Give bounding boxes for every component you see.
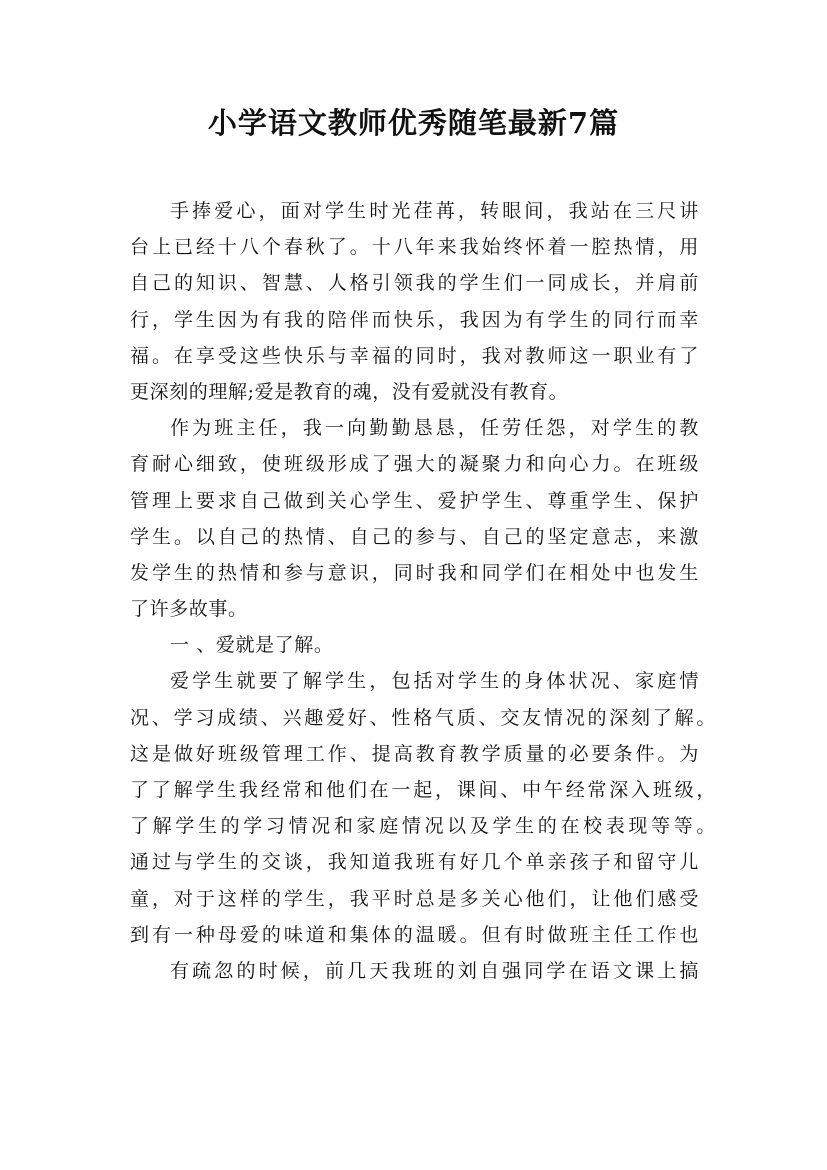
body-text-line: 到有一种母爱的味道和集体的温暖。但有时做班主任工作也	[130, 923, 699, 946]
body-text-line: 童，对于这样的学生，我平时总是多关心他们，让他们感受	[130, 887, 699, 910]
body-text-line: 手捧爱心，面对学生时光荏苒，转眼间，我站在三尺讲	[170, 200, 699, 222]
body-text-line: 爱学生就要了解学生，包括对学生的身体状况、家庭情	[170, 670, 699, 693]
body-text-line: 了解学生的学习情况和家庭情况以及学生的在校表现等等。	[130, 815, 716, 838]
body-text-line: 育耐心细致，使班级形成了强大的凝聚力和向心力。在班级	[130, 453, 699, 476]
body-text-line: 自己的知识、智慧、人格引领我的学生们一同成长，并肩前	[130, 272, 699, 295]
body-text-line: 作为班主任，我一向勤勤恳恳，任劳任怨，对学生的教	[170, 417, 699, 440]
body-text-line: 发学生的热情和参与意识，同时我和同学们在相处中也发生	[130, 561, 699, 584]
body-text-line: 了了解学生我经常和他们在一起，课间、中午经常深入班级，	[130, 779, 716, 801]
body-text-line: 学生。以自己的热情、自己的参与、自己的坚定意志，来激	[130, 525, 699, 548]
body-text-line: 管理上要求自己做到关心学生、爱护学生、尊重学生、保护	[130, 489, 699, 512]
body-text-line: 更深刻的理解;爱是教育的魂，没有爱就没有教育。	[130, 380, 569, 403]
body-text-line: 这是做好班级管理工作、提高教育教学质量的必要条件。为	[130, 742, 699, 765]
body-text-line: 况、学习成绩、兴趣爱好、性格气质、交友情况的深刻了解。	[130, 706, 716, 729]
body-text-line: 台上已经十八个春秋了。十八年来我始终怀着一腔热情，用	[130, 236, 699, 259]
document-title: 小学语文教师优秀随笔最新7篇	[207, 106, 620, 140]
body-text-line: 福。在享受这些快乐与幸福的同时，我对教师这一职业有了	[130, 344, 699, 367]
body-text-line: 通过与学生的交谈，我知道我班有好几个单亲孩子和留守儿	[130, 851, 699, 874]
body-text-line: 行，学生因为有我的陪伴而快乐，我因为有学生的同行而幸	[130, 308, 699, 331]
document-body	[0, 193, 827, 989]
body-text-line: 了许多故事。	[130, 598, 248, 621]
body-text-line: 有疏忽的时候，前几天我班的刘自强同学在语文课上搞	[170, 959, 699, 982]
body-text-line: 一 、爱就是了解。	[170, 634, 334, 657]
